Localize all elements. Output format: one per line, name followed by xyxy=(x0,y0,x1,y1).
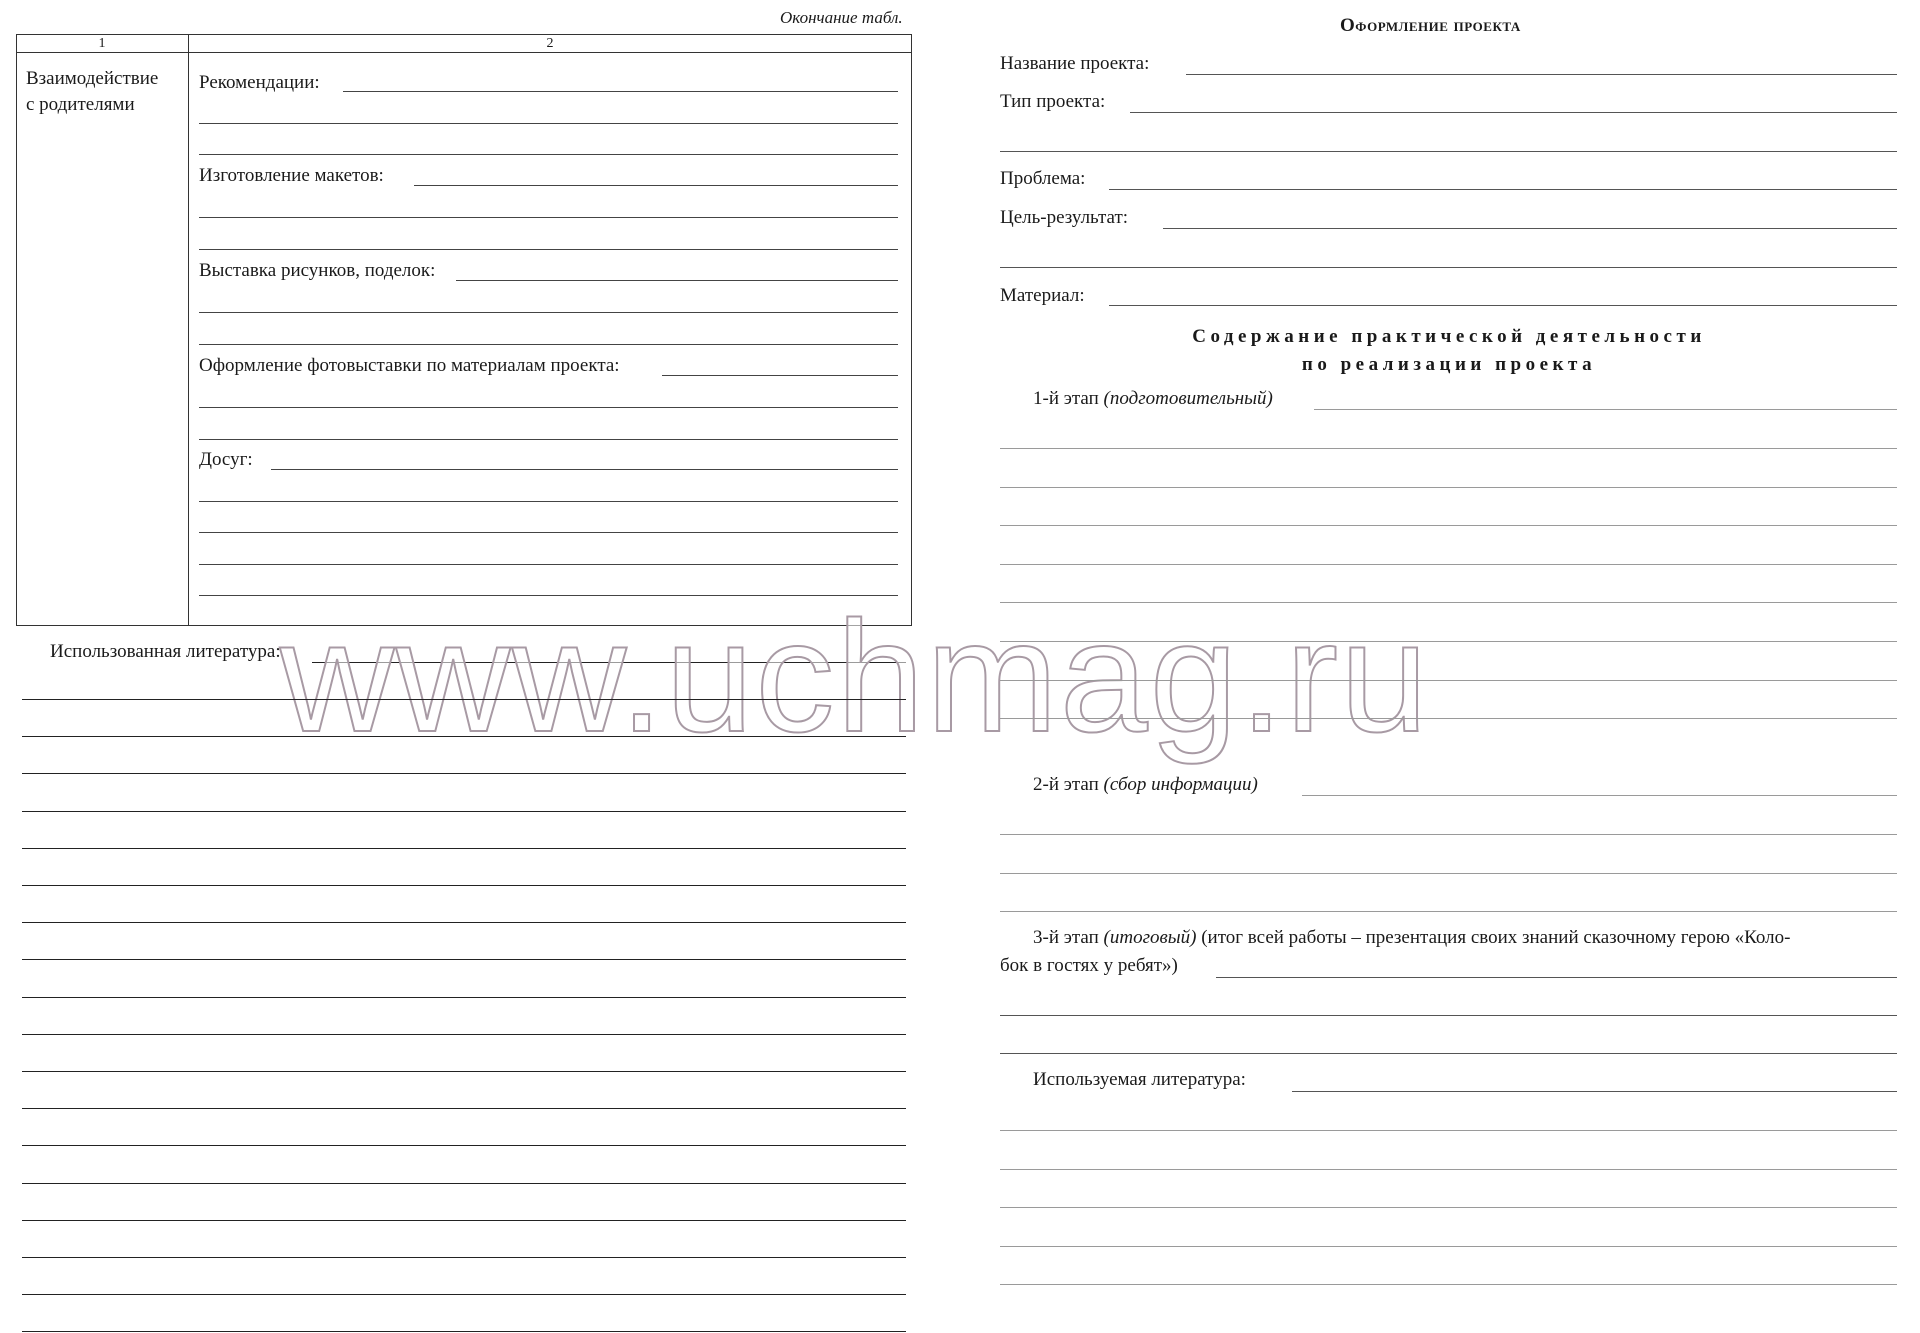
drawings-exhibition-label: Выставка рисунков, поделок: xyxy=(199,260,436,281)
stage-3-rest: (итог всей работы – презентация своих знаний сказочному герою «Коло- xyxy=(1201,927,1791,948)
stage-1-note: (подготовительный) xyxy=(1103,388,1273,409)
stage-2-prefix: 2-й этап xyxy=(1033,774,1099,795)
leisure-line-3[interactable] xyxy=(199,532,898,533)
literature-line-12[interactable] xyxy=(22,1071,906,1072)
stage-1-line-4[interactable] xyxy=(1000,525,1897,526)
stage-1-line-1[interactable] xyxy=(1314,409,1897,410)
stage-1-line-3[interactable] xyxy=(1000,487,1897,488)
project-name-label: Название проекта: xyxy=(1000,53,1150,74)
table-header-col-1: 1 xyxy=(98,36,106,51)
stage-1-line-9[interactable] xyxy=(1000,718,1897,719)
material-line[interactable] xyxy=(1109,305,1897,306)
project-design-title: Оформление проекта xyxy=(1340,15,1521,36)
literature-line-1[interactable] xyxy=(312,662,906,663)
literature-line-10[interactable] xyxy=(22,997,906,998)
stage-3-note: (итоговый) xyxy=(1103,927,1197,948)
models-label: Изготовление макетов: xyxy=(199,165,384,186)
stage-1-prefix: 1-й этап xyxy=(1033,388,1099,409)
recommendations-line-3[interactable] xyxy=(199,154,898,155)
stage-2-note: (сбор информации) xyxy=(1103,774,1258,795)
literature-line-15[interactable] xyxy=(22,1183,906,1184)
problem-line[interactable] xyxy=(1109,189,1897,190)
stage-2-line-1[interactable] xyxy=(1302,795,1897,796)
stage-3-line-1[interactable] xyxy=(1216,977,1897,978)
leisure-line-1[interactable] xyxy=(271,469,898,470)
project-name-line[interactable] xyxy=(1186,74,1897,75)
literature-line-13[interactable] xyxy=(22,1108,906,1109)
row-label-line-2: с родителями xyxy=(26,94,135,115)
problem-label: Проблема: xyxy=(1000,168,1086,189)
photo-exhibition-line-3[interactable] xyxy=(199,439,898,440)
project-type-label: Тип проекта: xyxy=(1000,91,1106,112)
leisure-line-5[interactable] xyxy=(199,595,898,596)
stage-1-line-8[interactable] xyxy=(1000,680,1897,681)
literature-line-2[interactable] xyxy=(22,699,906,700)
stage-2-line-4[interactable] xyxy=(1000,911,1897,912)
stage-1-line-5[interactable] xyxy=(1000,564,1897,565)
photo-exhibition-line-2[interactable] xyxy=(199,407,898,408)
project-type-line-2[interactable] xyxy=(1000,151,1897,152)
used-literature-right-line-3[interactable] xyxy=(1000,1169,1897,1170)
stage-2-label xyxy=(1033,774,1258,796)
literature-line-5[interactable] xyxy=(22,811,906,812)
drawings-exhibition-line-1[interactable] xyxy=(456,280,898,281)
stage-1-line-7[interactable] xyxy=(1000,641,1897,642)
goal-line-1[interactable] xyxy=(1163,228,1897,229)
table-column-divider xyxy=(188,34,189,626)
photo-exhibition-label: Оформление фотовыставки по материалам проекта: xyxy=(199,355,620,376)
models-line-1[interactable] xyxy=(414,185,898,186)
table-header-divider xyxy=(16,52,912,53)
table-header-col-2: 2 xyxy=(546,36,554,51)
literature-line-9[interactable] xyxy=(22,959,906,960)
recommendations-label: Рекомендации: xyxy=(199,72,320,93)
stage-3-line-2[interactable] xyxy=(1000,1015,1897,1016)
stage-2-line-2[interactable] xyxy=(1000,834,1897,835)
stage-2-line-3[interactable] xyxy=(1000,873,1897,874)
watermark: www.uchmag.ru xyxy=(280,589,1430,765)
stage-3-text-line-1 xyxy=(1033,927,1790,949)
literature-line-18[interactable] xyxy=(22,1294,906,1295)
material-label: Материал: xyxy=(1000,285,1085,306)
models-line-2[interactable] xyxy=(199,217,898,218)
table-continuation-note: Окончание табл. xyxy=(780,8,903,27)
used-literature-right-line-5[interactable] xyxy=(1000,1246,1897,1247)
stage-3-text-line-2: бок в гостях у ребят») xyxy=(1000,955,1178,976)
literature-line-11[interactable] xyxy=(22,1034,906,1035)
row-label-line-1: Взаимодействие xyxy=(26,68,159,89)
leisure-line-4[interactable] xyxy=(199,564,898,565)
stage-1-line-6[interactable] xyxy=(1000,602,1897,603)
literature-line-19[interactable] xyxy=(22,1331,906,1332)
literature-line-3[interactable] xyxy=(22,736,906,737)
recommendations-line-1[interactable] xyxy=(343,91,898,92)
literature-line-6[interactable] xyxy=(22,848,906,849)
stage-1-line-2[interactable] xyxy=(1000,448,1897,449)
drawings-exhibition-line-3[interactable] xyxy=(199,344,898,345)
used-literature-right-line-2[interactable] xyxy=(1000,1130,1897,1131)
literature-line-8[interactable] xyxy=(22,922,906,923)
models-line-3[interactable] xyxy=(199,249,898,250)
drawings-exhibition-line-2[interactable] xyxy=(199,312,898,313)
used-literature-right-line-6[interactable] xyxy=(1000,1284,1897,1285)
literature-line-16[interactable] xyxy=(22,1220,906,1221)
section-title-line-2: по реализации проекта xyxy=(1301,354,1597,375)
leisure-line-2[interactable] xyxy=(199,501,898,502)
recommendations-line-2[interactable] xyxy=(199,123,898,124)
goal-label: Цель-результат: xyxy=(1000,207,1129,228)
literature-line-4[interactable] xyxy=(22,773,906,774)
stage-3-line-3[interactable] xyxy=(1000,1053,1897,1054)
literature-line-14[interactable] xyxy=(22,1145,906,1146)
row-label xyxy=(26,66,158,118)
used-literature-label: Использованная литература: xyxy=(50,641,281,662)
literature-line-7[interactable] xyxy=(22,885,906,886)
used-literature-right-label: Используемая литература: xyxy=(1033,1069,1246,1090)
section-title xyxy=(1000,323,1898,379)
used-literature-right-line-4[interactable] xyxy=(1000,1207,1897,1208)
section-title-line-1: Содержание практической деятельности xyxy=(1192,326,1706,347)
goal-line-2[interactable] xyxy=(1000,267,1897,268)
photo-exhibition-line-1[interactable] xyxy=(662,375,898,376)
literature-line-17[interactable] xyxy=(22,1257,906,1258)
used-literature-right-line-1[interactable] xyxy=(1292,1091,1897,1092)
project-type-line-1[interactable] xyxy=(1130,112,1897,113)
stage-3-prefix: 3-й этап xyxy=(1033,927,1099,948)
leisure-label: Досуг: xyxy=(199,449,253,470)
stage-1-label xyxy=(1033,388,1273,410)
